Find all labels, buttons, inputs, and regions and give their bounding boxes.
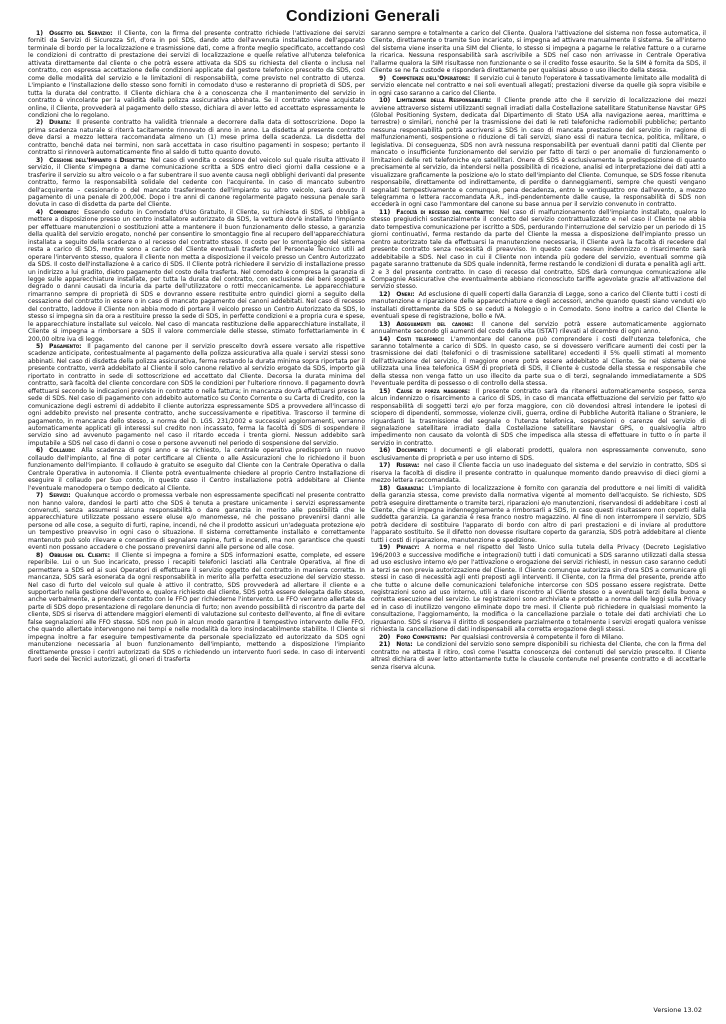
clause-text: Per qualsiasi controversia è competente il foro di Milano. xyxy=(450,633,624,641)
right-column xyxy=(371,30,706,990)
clause-text: saranno sempre e totalmente a carico del Cliente. Qualora l'attivazione del sistema non fosse automatica, il Cliente, direttamente o tramite Suo incaricato, si impegna ad attivare manualmente il sistema. Se all'interno del sistema viene inserita una SIM del Cliente, lo stesso si impegna a pagarne le relative fatture o a curarne la ricarica. Nessuna responsabilità sarà ascrivibile a SDS nel caso non arrivasse in Centrale Operativa l'allarme qualora la SIM risultasse non funzionante o se il credito fosse esaurito. Se la SIM è fornita da SDS, il Cliente se ne fa custode e risponderà direttamente per qualsiasi abuso o uso illecito della stessa. xyxy=(371,30,706,75)
clause-text: Ad esclusione di quelli coperti dalla Garanzia di Legge, sono a carico del Cliente tutti i costi di manutenzione e riparazione delle apparecchiature e degli accessori, anche quando questi siano venduti e/o installati direttamente da SDS o se ceduti a Noleggio o in Comodato. Sono inoltre a carico del Cliente le eventuali spese di registrazione, bollo e IVA. xyxy=(371,290,706,321)
clause-paragraph xyxy=(371,634,706,641)
clause-number: 3) xyxy=(36,156,44,164)
clause-number: 15) xyxy=(379,387,391,395)
clause-heading: Cessione dell'Impianto e Disdetta: xyxy=(49,156,146,164)
clause-heading: Riserva: xyxy=(396,462,420,470)
clause-paragraph xyxy=(28,492,365,552)
clause-number: 19) xyxy=(379,544,391,552)
clause-number: 16) xyxy=(379,447,391,455)
clause-paragraph xyxy=(371,447,706,462)
version-label: Versione 13.02 xyxy=(653,1006,702,1014)
clause-number: 4) xyxy=(36,208,44,216)
clause-heading: Foro Competente: xyxy=(396,633,447,641)
clause-number: 14) xyxy=(379,335,391,343)
clause-paragraph xyxy=(371,462,706,484)
clause-paragraph xyxy=(28,157,365,209)
clause-paragraph xyxy=(28,343,365,447)
clause-paragraph xyxy=(28,447,365,492)
clause-paragraph xyxy=(371,544,706,633)
clause-paragraph xyxy=(371,388,706,448)
clause-heading: Garanzia: xyxy=(396,484,424,492)
clause-paragraph xyxy=(28,209,365,343)
clause-text: Il Cliente si impegna a fornire a SDS informazioni esatte, complete, ed essere reperibile. Lui o un Suo incaricato, presso i recapiti telefonici lasciati alla Centrale Operativa, al fine di permettere a SDS ed ai suoi Operatori di effettuare il servizio oggetto del contratto in maniera corretta. In mancanza, SDS sarà esonerata da ogni responsabilità in merito alla perfetta esecuzione del servizio stesso. Nel caso di furto del veicolo sul quale è attivo il contratto, SDS provvederà ad allertare il cliente e a supportarlo nella gestione dell'evento e, qualora richiesto dal cliente, SDS potrà essere delegata dallo stesso, anche verbalmente, a prendere contatto con le FFO per richiederne l'intervento. Le FFO verranno allertate da parte di SDS dopo presentazione di regolare denuncia di furto; non avendo possibilità di riscontro da parte del cliente, SDS si riserva di attendere maggiori elementi di valutazione sul contesto dell'evento, al fine di evitare false segnalazioni alle FFO stesse. SDS non può in alcun modo garantire il tempestivo intervento delle FFO, che quando allertate intervengono nei tempi e nelle modalità da loro insindacabilmente stabilite. Il Cliente si impegna inoltre a far eseguire tempestivamente da personale specializzato ed autorizzato da SDS ogni manutenzione necessaria al buon funzionamento dell'impianto, mettendo a disposizione l'impianto direttamente presso i centri autorizzati da SDS o richiedendo un intervento fuori sede. In caso di interventi fuori sede dei Tecnici autorizzati, gli oneri di trasferta xyxy=(28,551,365,664)
clause-heading: Privacy: xyxy=(396,544,420,552)
clause-heading: Collaudi: xyxy=(49,447,76,455)
clause-number: 5) xyxy=(36,343,44,351)
clause-text: Il Cliente, con la firma del presente contratto richiede l'attivazione dei servizi forniti da Servizi di Sicurezza Srl, d'ora in poi SDS, dando atto dell'avvenuta installazione dell'apparato terminale di bordo per la localizzazione e trasmissione dati, come a fronte meglio specificato, accettando così le condizioni di contratto di prestazione dei servizi di localizzazione e quelle relative all'utenza telefonica attivata direttamente dal cliente o che potrà essere attivata da SDS su richiesta del cliente o inclusa nel contratto, con espressa accettazione delle condizioni applicate dal gestore telefonico prescelto da SDS, così come delle modalità del servizio e le limitazioni di responsabilità, come previsto nel contratto di utenza. L'impianto e l'installazione dello stesso sono forniti in comodato d'uso e resteranno di proprietà di SDS, per tutta la durata del contratto. Il Cliente dichiara che è a conoscenza che il mantenimento del servizio in contratto è vincolante per la validità della polizza assicurativa abbinata. Se il contratto viene acquistato online, il Cliente, provvederà al pagamento dello stesso, dichiara di aver letto ed accettato espressamente le condizioni che lo regolano. xyxy=(28,30,365,119)
clause-paragraph xyxy=(371,291,706,321)
clause-heading: Servizi: xyxy=(49,492,71,500)
clause-paragraph xyxy=(371,75,706,97)
clause-number: 17) xyxy=(379,462,391,470)
clause-number: 18) xyxy=(379,484,391,492)
clause-paragraph xyxy=(371,321,706,336)
clause-text: Il servizio cui è tenuto l'operatore è tassativamente limitato alle modalità di servizio elencate nel contratto e nei soli eventuali allegati; prestazioni diverse da quelle già sopra visibile e in ogni caso saranno a carico del Cliente. xyxy=(371,74,706,97)
clause-text: L'ammontare del canone può comprendere i costi dell'utenza telefonica, che saranno totalmente a carico di SDS. In questo caso, se si dovessero verificare aumenti dei costi per la trasmissione dei dati (telefonici o di trasmissione satellitare) eccedenti il 5% quelli stimati al momento dell'attivazione del servizio, il maggiore onere potrà essere addebitato al Cliente. Se nel sistema viene utilizzata una linea telefonica GSM di proprietà di SDS, il Cliente è custode della stessa e responsabile che della stessa non venga fatto un uso illecito da parte sua o di terzi, segnalando immediatamente a SDS l'eventuale perdita di possesso o di controllo della stessa. xyxy=(371,335,706,388)
clause-heading: Nota: xyxy=(396,641,413,649)
clause-paragraph xyxy=(371,97,706,209)
clause-heading: Facoltà di recesso dal contratto: xyxy=(396,208,495,216)
clause-heading: Competenze dell'Operatore: xyxy=(392,74,471,82)
clause-number: 20) xyxy=(379,633,391,641)
clause-text: Il canone del servizio potrà essere automaticamente aggiornato annualmente secondo gli aumenti del costo della vita (ISTAT) rilevati al dicembre di ogni anno. xyxy=(371,320,706,336)
document-title: Condizioni Generali xyxy=(285,8,441,25)
clause-heading: Oggetto del Servizio: xyxy=(49,30,113,37)
clause-text: Il pagamento del canone per il servizio prescelto dovrà essere versato alle rispettive scadenze anticipate, contestualmente al pagamento della polizza assicurativa alla quale i servizi stessi sono abbinati. Nel caso di disdetta della polizza assicurativa, ferma restando la durata minima sopra riportata per il presente contratto, verrà addebitato al Cliente il solo canone relativo al servizio erogato da SDS, importo già riportato in contratto in sede di sottoscrizione ed accettato dal Cliente. Decorsa la durata minima del contratto, sarà facoltà del cliente concordare con SDS le condizioni per l'ulteriore rinnovo. Il pagamento dovrà effettuarsi secondo le indicazioni previste in contratto o nella fattura; in mancanza dovrà effettuarsi presso la sede di SDS. Nel caso di pagamento con addebito automatico su Conto Corrente o su Carta di Credito, con la comunicazione degli estremi di addebito il cliente autorizza espressamente SDS a provvedere all'incasso di ogni addebito previsto nel presente contratto, anche successivamente e ripetitiva. Trascorso il termine di pagamento, in mancanza dello stesso, a norma del D. LGS. 231/2002 e successivi aggiornamenti, verranno automaticamente applicati gli interessi sul credito non incassato, ferma la facoltà di SDS di sospendere il servizio sino ad avvenuto pagamento nel caso il ritardo ecceda i trenta giorni. Nessun addebito sarà imputabile a SDS nel caso di danni o cose o persone avvenuti nel periodo di sospensione del servizio. xyxy=(28,343,365,447)
clause-heading: Documenti: xyxy=(396,447,428,455)
clause-paragraph xyxy=(28,552,365,664)
clause-heading: Cause di forza maggiore: xyxy=(396,387,471,395)
clause-heading: Pagamento: xyxy=(49,343,82,351)
clause-paragraph xyxy=(28,119,365,156)
clause-number: 6) xyxy=(36,447,44,455)
clause-text: Nel caso di vendita o cessione del veicolo sul quale risulta attivato il servizio, il Cliente s'impegna a darne comunicazione scritta a SDS entro dieci giorni dalla cessione e a trasferire il servizio su altro veicolo o a far subentrare il suo avente causa negli obblighi derivanti dal presente contratto, fermo la responsabilità solidale del cedente con l'acquirente. In caso di mancato subentro dell'acquirente – cessionario o del mancato trasferimento dell'impianto su altro veicolo, sarà dovuto il pagamento di una penale di 200,00€. Dopo i tre anni di canone regolarmente pagato nessuna penale sarà dovuta in caso di disdetta da parte del Cliente. xyxy=(28,156,365,209)
clause-number: 12) xyxy=(379,290,391,298)
clause-number: 13) xyxy=(379,320,391,328)
clause-paragraph xyxy=(371,336,706,388)
clause-number: 1) xyxy=(36,30,44,37)
clause-text: Il Cliente prende atto che il servizio di localizzazione dei mezzi avviene attraverso sistemi utilizzanti segnali irradiati dalla Costellazione satellitare Statunitense Navstar GPS (Global Positioning System, dedicata dal Dipartimento di Stato USA alla navigazione aerea, marittima e terrestre) o similari, nonché per la trasmissione dei dati le reti telefoniche radiomobili pubbliche; pertanto nessuna responsabilità potrà ascriversi a SDS in caso di mancata prestazione del servizio in ragione di malfunzionamenti, sospensione o riduzione di tali servizi, siano essi di natura tecnica, politica, militare, o legislativa. Di conseguenza, SDS non avrà nessuna responsabilità per eventuali danni patiti dal Cliente per mancato o insufficiente funzionamento del servizio per fatto di terzi o per anomalie di funzionamento o limitazioni delle reti telefoniche e/o satellitari. Onere di SDS è esclusivamente la predisposizione di quanto precisamente al servizio, da intendersi nella possibilità di ricezione, analisi ed interpretazione dei dati atti a visualizzare graficamente la posizione e/o lo stato dell'impianto del Cliente. Comunque, se SDS fosse ritenuta responsabile, direttamente od indirettamente, di perdite o danneggiamenti, sempre che questi vengano segnalati tempestivamente e comunque, pena decadenza, entro le ventiquattro ore dall'evento, a mezzo telegramma o lettera raccomandata A.R., indi-pendentemente dalle cause, la responsabilità di SDS non eccederà in ogni caso l'ammontare del canone su base annua per il servizio convenuto in contratto. xyxy=(371,97,706,209)
clause-number: 7) xyxy=(36,492,44,500)
clause-heading: Adeguamenti del canone: xyxy=(396,320,474,328)
clause-number: 2) xyxy=(36,119,44,127)
clause-heading: Durata: xyxy=(49,119,72,127)
clause-heading: Obblighi del Cliente: xyxy=(49,551,111,559)
clause-text: Qualunque accordo o promessa verbale non espressamente specificati nel presente contratto non hanno valore, dandosi le parti atto che SDS è tenuta a prestare unicamente i servizi espressamente convenuti, senza assumersi alcuna responsabilità o dare garanzia in merito alle possibilità che le apparecchiature utilizzate possano essere eluse e/o manomesse, né che possano prevenirsi danni alle persone od alle cose, a seguito di furti, rapine, incendi, né che il prodotto assicuri un'adeguata protezione e/o un tempestivo preavviso in ogni caso o situazione. Il sistema correttamente installato e correttamente mantenuto può solo rilevare e consentire di segnalare rapine, furti e incendi, ma non garantisce che questi eventi non possano accadere o che possano prevenirsi danni alle persone od alle cose. xyxy=(28,492,365,552)
clause-text: Nel caso di malfunzionamento dell'impianto installato, qualora lo stesso pregiudichi sostanzialmente il concetto del servizio contrattualizzato e nel caso il Cliente ne abbia dato tempestiva comunicazione per iscritto a SDS, perdurando l'interruzione del servizio per un periodo di 15 giorni continuativi, ferma restando da parte del Cliente la messa a disposizione dell'impianto presso un centro autorizzato tale da effettuarsi la manutenzione necessaria, il Cliente avrà la facoltà di recedere dal presente contratto senza necessità di preavviso. In questo caso nessun indennizzo o risarcimento sarà addebitabile a SDS. Nel caso in cui il Cliente non intenda più godere del servizio, eventuali somme già pagate saranno trattenute da SDS quale indennità, ferme restando le condizioni di durata e penalità agli artt. 2 e 3 del presente contratto. In caso di recesso dal contratto, SDS darà comunque comunicazione alle Compagnie Assicurative che eventualmente abbiano riconosciuto tariffe agevolate grazie all'attivazione del servizio stesso. xyxy=(371,208,706,291)
clause-text: A norma e nel rispetto del Testo Unico sulla tutela della Privacy (Decreto Legislativo 196/2003 e successive modifiche e integrazioni) tutti i dati comunicati a SDS saranno utilizzati dalla stessa ad uso esclusivo interno e/o per l'attivazione o erogazione dei servizi richiesti, in nessun caso saranno ceduti a terzi se non previa autorizzazione del Cliente. Il Cliente comunque autorizza sin d'ora SDS a comunicare gli stessi in caso di necessità agli enti preposti agli interventi. Il Cliente, con la firma del presente, prende atto che tutte o alcune delle comunicazioni telefoniche intercorse con SDS possano essere registrate. Dette registrazioni sono ad uso interno, utili a dare riscontro al Cliente stesso o a eventuali terzi della buona e corretta esecuzione del servizio. Le registrazioni sono archiviate e protette a norma delle leggi sulla Privacy ed in caso di inutilizzo vengono eliminate dopo tre mesi. Il Cliente può richiedere in qualsiasi momento la consultazione, l'aggiornamento, la modifica o la cancellazione parziale o totale dei dati archiviati che Lo riguardano. SDS si riserva il diritto di sospendere parzialmente o totalmente i servizi erogati qualora venisse richiesta la cancellazione di dati indispensabili alla corretta erogazione degli stessi. xyxy=(371,544,706,634)
clause-number: 21) xyxy=(379,641,391,649)
clause-heading: Limitazione della Responsabilità: xyxy=(396,97,492,105)
clause-paragraph xyxy=(28,30,365,119)
clause-text: I documenti e gli elaborati prodotti, qualora non espressamente convenuto, sono esclusivamente di proprietà e per uso interno di SDS. xyxy=(371,447,706,462)
clause-paragraph xyxy=(371,209,706,291)
clause-text: Il presente contratto sarà da ritenersi automaticamente sospeso, senza alcun indennizzo o risarcimento a carico di SDS, in caso di mancata effettuazione del servizio per fatto e/o responsabilità di soggetti terzi e/o per forza maggiore, con ciò dovendosi altresì intendere le ipotesi di sciopero di dipendenti, sommosse, violenze civili, guerra, ordine di Pubbliche Autorità Italiane o Straniere, le riguardanti la trasmissione del segnale o l'utenza telefonica, sospensioni o carenze del servizio di segnalazione satellitare irradiato dalla Costellazione satellitare Navstar GPS, o qualsivoglia altro impedimento non causato da volontà di SDS che impedisca alla stessa di effettuare in tutto o in parte il servizio in contratto. xyxy=(371,387,706,447)
clause-text: Il presente contratto ha validità triennale a decorrere dalla data di sottoscrizione. Dopo la prima scadenza naturale si riterrà tacitamente rinnovato di anno in anno. La disdetta al presente contratto deve darsi a mezzo lettera raccomandata almeno un (1) mese prima della scadenza. La disdetta del contratto, benché data nei termini, non sarà accettata in caso risultino pagamenti in sospeso; pertanto il contratto si rinnoverà automaticamente fino al saldo di tutto quanto dovuto. xyxy=(28,119,365,157)
clause-paragraph xyxy=(371,485,706,545)
clause-text: L'impianto di localizzazione è fornito con garanzia del produttore e nei limiti di validità della garanzia stessa, come previsto dalla normativa vigente al momento dell'acquisto. Se richiesto, SDS potrà eseguire direttamente o tramite terzi, riparazioni e/o manutenzioni, riservandosi di addebitare i costi al Cliente, che si impegna indenneggiamente a rimborsarli a SDS, in caso questi risultassero non coperti dalla suddetta garanzia. La garanzia è resa franco nostro magazzino. Al fine di non interrompere il servizio, SDS potrà decidere di sostituire l'apparato di bordo con altro di pari prestazioni e di inviare al produttore l'apparato sostituito. Se il difetto non dovesse risultare coperto da garanzia, SDS potrà addebitare al cliente tutti i costi di riparazione, manutenzione e spedizione. xyxy=(371,484,706,544)
left-column xyxy=(28,30,365,990)
clause-heading: Comodato: xyxy=(49,208,79,216)
clause-paragraph xyxy=(371,30,706,75)
clause-paragraph xyxy=(371,641,706,671)
clause-number: 11) xyxy=(379,208,391,216)
clause-number: 10) xyxy=(379,97,391,105)
clause-text: Essendo ceduto in Comodato d'Uso Gratuito, il Cliente, su richiesta di SDS, si obbliga a mettere a disposizione presso un centro installatore autorizzato da SDS, la vettura dov'è installato l'impianto per effettuare manutenzioni o sostituzioni atte a mantenere il buon funzionamento dello stesso, a garanzia della qualità del servizio erogato, nonché per consentire lo smontaggio fine al recupero dell'apparecchiatura installata a seguito della scadenza o al recesso del contratto stesso. Il costo per lo smontaggio del sistema resta a carico di SDS, mentre sono a carico del Cliente eventuali trasferte del Personale Tecnico utili ad operare l'intervento stesso, qualora il cliente non metta a disposizione il veicolo presso un Centro Autorizzato da SDS. Il costo dell'installazione è a carico di SDS. Il Cliente potrà richiedere il servizio di installazione presso un indirizzo a lui gradito, dietro pagamento del costo della trasferta. Nel comodato è compresa la garanzia di legge sulle apparecchiature installate, per tutta la durata del contratto, con esclusione dei beni soggetti a degrado o danni causati da incuria da parte dell'utilizzatore o rotti meccanicamente. Le apparecchiature rimarranno sempre di proprietà di SDS e dovranno essere restituite entro quindici giorni a seguito della cessazione del contratto in essere o in caso di mancato pagamento dei canoni addebitati. Nel caso di recesso del contratto, laddove il Cliente non abbia modo di portare il veicolo presso un Centro Autorizzato da SDS, lo stesso si impegna sin da ora a restituire presso la sede di SDS, in perfette condizioni e a propria cura e spese, le apparecchiature installate sul veicolo. Nel caso di mancata restituzione delle apparecchiature installate, il Cliente si impegna a rimborsare a SDS il valore commerciale delle stesse, stimato forfettariamente in € 200,00 oltre iva di legge. xyxy=(28,208,365,343)
clause-text: Alla scadenza di ogni anno e se richiesto, la centrale operativa predisporrà un nuovo collaudo dell'impianto, al fine di poter certificare al Cliente o alle Assicurazioni che lo richiedono il buon funzionamento dell'impianto. Il collaudo è gratuito se eseguito dal Cliente con la Centrale Operativa o dalla Centrale Operativa in autonomia. Il Cliente potrà eventualmente chiedere al proprio Centro Installazione di eseguire il collaudo per Suo conto, in questo caso il Centro installazione potrà addebitare al Cliente l'eventuale manodopera o tempo dedicato al Cliente. xyxy=(28,447,365,492)
clause-text: Le condizioni del servizio sono sempre disponibili su richiesta del Cliente, che con la firma del contratto ne attesta il ritiro, così come l'esatta conoscenza dei contenuti del servizio prescelto. Il Cliente altresì dichiara di aver letto attentamente tutte le clausole contenute nel presente contratto e di accettarle senza riserva alcuna. xyxy=(371,641,706,671)
clause-heading: Oneri: xyxy=(396,290,415,298)
clause-text: nel caso il Cliente faccia un uso inadeguato del sistema e del servizio in contratto, SDS si riserva la facoltà di disdire il presente contratto in qualunque momento dando preavviso di dieci giorni a mezzo lettera raccomandata. xyxy=(371,462,706,485)
clause-number: 9) xyxy=(379,74,387,82)
clause-heading: Costi telefonici: xyxy=(396,335,445,343)
clause-number: 8) xyxy=(36,551,44,559)
